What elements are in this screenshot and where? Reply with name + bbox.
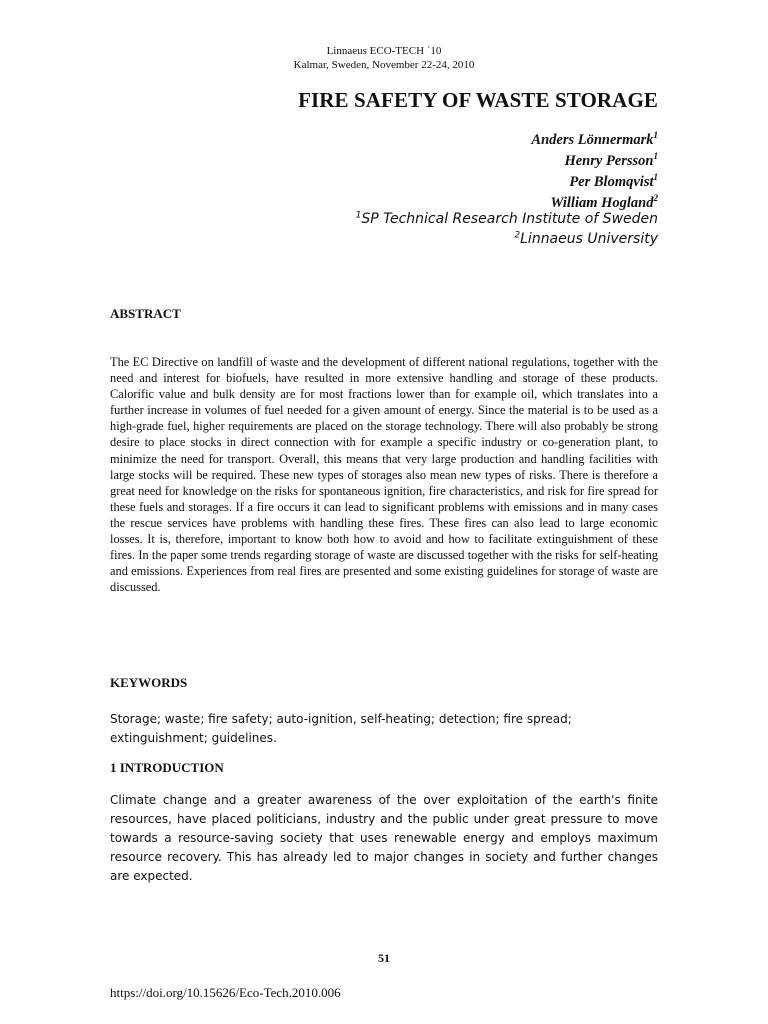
keywords-text: Storage; waste; fire safety; auto-ignition, self-heating; detection; fire spread; extinguishment; guidelines. [110, 712, 572, 745]
paper-page [110, 0, 658, 1024]
paper-title: FIRE SAFETY OF WASTE STORAGE [298, 88, 658, 112]
conference-name: Linnaeus ECO-TECH ´10 [326, 45, 442, 57]
author-3: Per Blomqvist$^1$ [569, 172, 658, 190]
abstract-heading: ABSTRACT [110, 306, 181, 321]
author-1: Anders Lönnermark$^1$ [531, 130, 658, 148]
introduction-text: Climate change and a greater awareness of the over exploitation of the earth's finite resources, have placed politicians, industry and the public under great pressure to move towards a resource-saving society that uses renewable energy and employs maximum resource recovery. This has already led to major changes in society and further changes are expected. [110, 793, 658, 883]
author-4: William Hogland$^2$ [550, 193, 658, 211]
affiliation-list [356, 209, 658, 249]
author-list [531, 130, 658, 214]
conference-header [110, 44, 658, 72]
abstract-text: The EC Directive on landfill of waste and the development of different national regulations, together with the need and interest for biofuels, have resulted in more extensive handling and storage of these products. Calorific value and bulk density are for most fractions lower than for example oil, which translates into a further increase in volumes of fuel needed for a given amount of energy. Since the material is to be used as a high-grade fuel, higher requirements are placed on the storage technology. There will also probably be strong desire to place stocks in direct connection with for example a specific industry or co-generation plant, to minimize the need for transport. Overall, this means that very large production and handling facilities with large stocks will be required. These new types of storages also mean new types of risks. There is therefore a great need for knowledge on the risks for spontaneous ignition, fire characteristics, and risk for fire spread for these fuels and storages. If a fire occurs it can lead to significant problems with emissions and in many cases the rescue services have problems with handling these fires. These fires can also lead to large economic losses. It is, therefore, important to know both how to avoid and how to facilitate extinguishment of these fires. In the paper some trends regarding storage of waste are discussed together with the risks for self-heating and emissions. Experiences from real fires are presented and some existing guidelines for storage of waste are discussed. [110, 355, 658, 595]
affiliation-2: $^2$Linnaeus University [514, 230, 658, 247]
introduction-heading: 1 INTRODUCTION [110, 760, 224, 775]
keywords-heading: KEYWORDS [110, 675, 188, 690]
page-number: 51 [378, 951, 390, 965]
conference-location-date: Kalmar, Sweden, November 22-24, 2010 [293, 59, 475, 71]
doi-link[interactable]: https://doi.org/10.15626/Eco-Tech.2010.006 [110, 985, 341, 1000]
author-2: Henry Persson$^1$ [564, 151, 658, 169]
affiliation-1: $^1$SP Technical Research Institute of Sweden [355, 210, 658, 227]
